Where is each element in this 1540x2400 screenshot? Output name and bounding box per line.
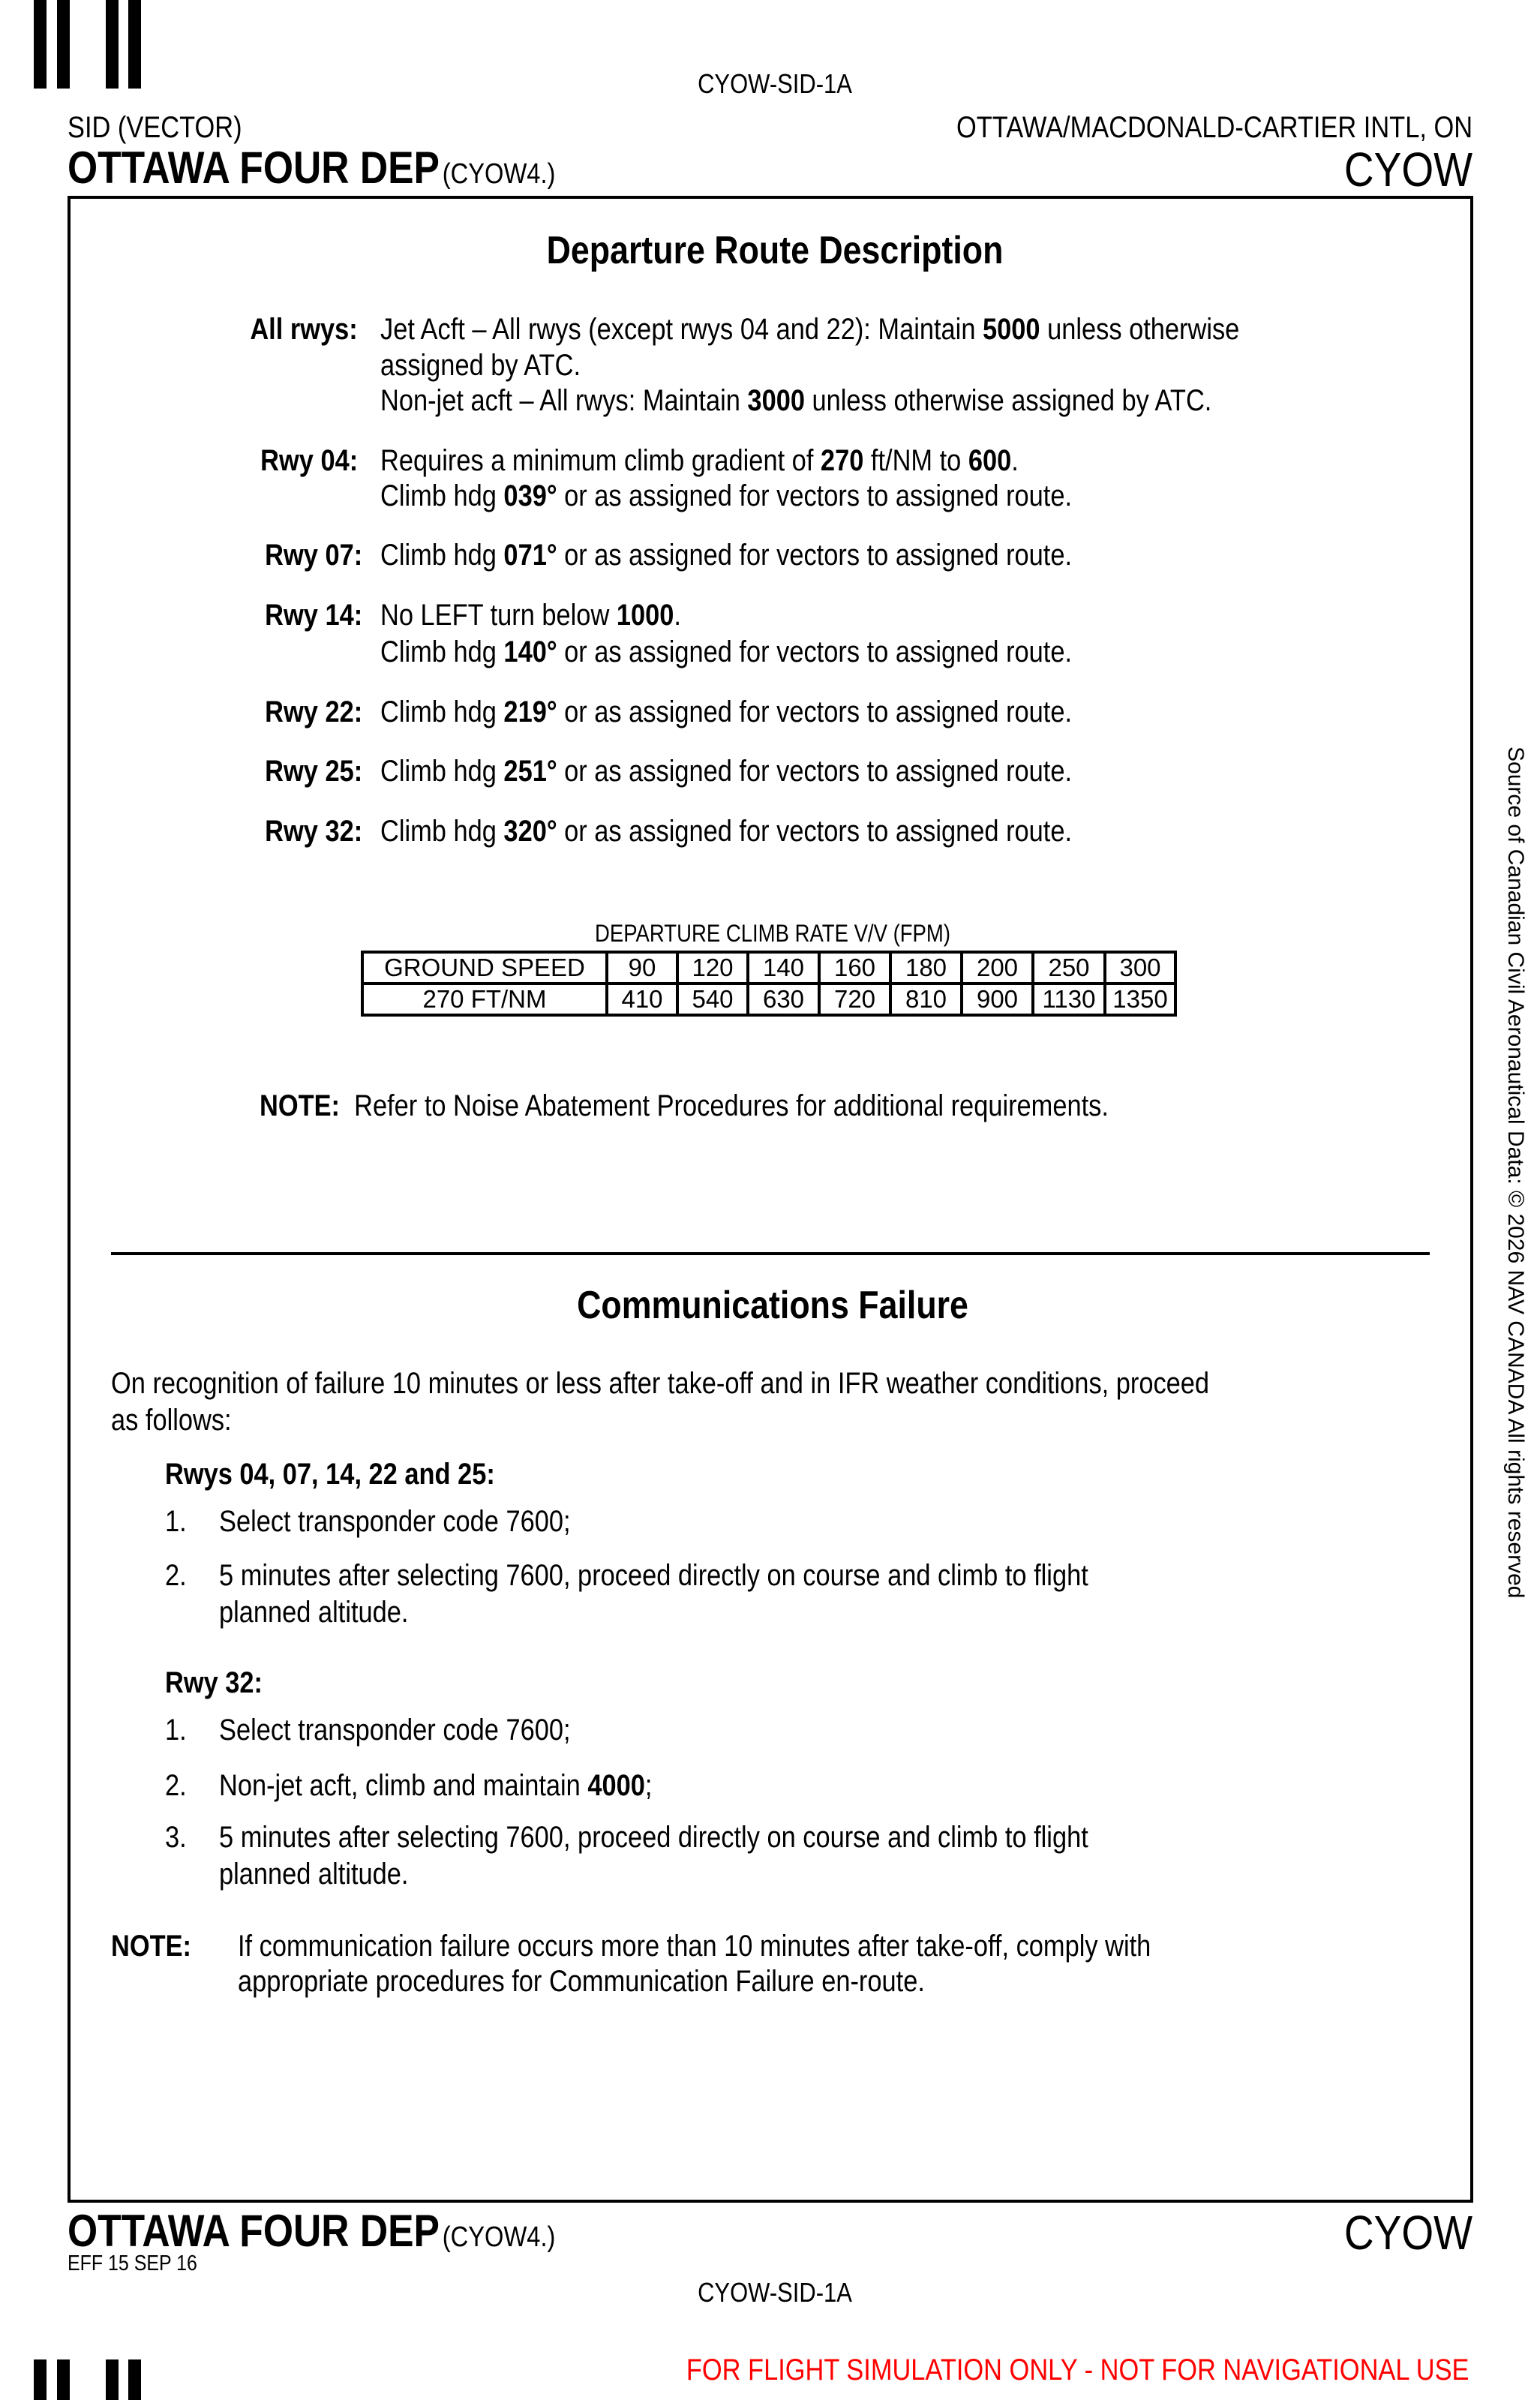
step-text: 5 minutes after selecting 7600, proceed directly on course and climb to flight (219, 1559, 1088, 1592)
rwy-text-line: Requires a minimum climb gradient of 270 ft/NM to 600. (380, 444, 1019, 477)
procedure-code: (CYOW4.) (442, 158, 556, 190)
rwy-text-line: Climb hdg 219° or as assigned for vectors to assigned route. (380, 695, 1073, 728)
airport-ident: CYOW (1343, 143, 1472, 197)
rwy-label-14: Rwy 14: (264, 599, 362, 632)
table-cell: 1130 (1033, 984, 1105, 1015)
table-cell: 200 (962, 952, 1033, 984)
registration-bar (106, 0, 119, 89)
effective-date: EFF 15 SEP 16 (68, 2251, 197, 2275)
step-text: Non-jet acft, climb and maintain 4000; (219, 1769, 653, 1802)
table-header-cell: GROUND SPEED (362, 952, 607, 984)
footer-airport-ident: CYOW (1343, 2206, 1472, 2260)
rwy-label-25: Rwy 25: (264, 755, 362, 788)
chart-id-bottom: CYOW-SID-1A (698, 2277, 852, 2308)
rwy-text-line: Non-jet acft – All rwys: Maintain 3000 unless otherwise assigned by ATC. (380, 384, 1212, 417)
rwy-text-line: No LEFT turn below 1000. (380, 599, 681, 632)
procedure-code: (CYOW4.) (442, 2221, 556, 2253)
rwy-group-label: Rwy 32: (165, 1666, 263, 1699)
rwy-label-22: Rwy 22: (264, 695, 362, 728)
table-header-cell: 270 FT/NM (362, 984, 607, 1015)
rwy-text-line: Climb hdg 071° or as assigned for vectors to assigned route. (380, 539, 1073, 572)
table-cell: 720 (819, 984, 890, 1015)
comm-note-text: appropriate procedures for Communication Failure en-route. (238, 1965, 925, 1998)
registration-bar (34, 0, 47, 89)
step-text: 5 minutes after selecting 7600, proceed directly on course and climb to flight (219, 1821, 1088, 1854)
registration-bar (34, 2359, 47, 2400)
climb-rate-table (361, 951, 1177, 1017)
section-divider (111, 1252, 1430, 1255)
procedure-type: SID (VECTOR) (68, 111, 242, 144)
climb-table-title: DEPARTURE CLIMB RATE V/V (FPM) (594, 920, 951, 947)
table-cell: 900 (962, 984, 1033, 1015)
procedure-name: OTTAWA FOUR DEP (68, 143, 440, 193)
rwy-label-04: Rwy 04: (260, 444, 358, 477)
table-cell: 120 (677, 952, 748, 984)
step-text: planned altitude. (219, 1858, 409, 1891)
rwy-label-32: Rwy 32: (264, 815, 362, 848)
registration-bar (106, 2359, 119, 2400)
table-cell: 410 (607, 984, 677, 1015)
rwy-text-line: Climb hdg 039° or as assigned for vectors to assigned route. (380, 479, 1073, 512)
comm-note-text: If communication failure occurs more than 10 minutes after take-off, comply with (238, 1930, 1151, 1963)
table-cell: 160 (819, 952, 890, 984)
table-cell: 180 (890, 952, 962, 984)
copyright-side-text: Source of Canadian Civil Aeronautical Data: © 2026 NAV CANADA All rights reserved (1503, 746, 1528, 1599)
step-number: 1. (165, 1505, 187, 1538)
step-text: Select transponder code 7600; (219, 1714, 571, 1747)
table-cell: 250 (1033, 952, 1105, 984)
table-cell: 630 (748, 984, 819, 1015)
table-cell: 140 (748, 952, 819, 984)
rwy-text-line: Jet Acft – All rwys (except rwys 04 and 22): Maintain 5000 unless otherwise (380, 313, 1240, 346)
registration-bar (128, 2359, 141, 2400)
departure-section-title: Departure Route Description (546, 229, 1004, 272)
note-label: NOTE: (260, 1089, 341, 1122)
step-number: 2. (165, 1769, 187, 1802)
rwy-text-line: Climb hdg 140° or as assigned for vectors to assigned route. (380, 635, 1073, 668)
table-row (362, 984, 1175, 1015)
comm-failure-title: Communications Failure (577, 1284, 968, 1327)
comm-note-label: NOTE: (111, 1930, 192, 1963)
departure-note (260, 1091, 1109, 1121)
step-text: planned altitude. (219, 1596, 409, 1629)
table-row (362, 952, 1175, 984)
table-cell: 300 (1105, 952, 1175, 984)
registration-bar (57, 0, 70, 89)
rwy-text-line: Climb hdg 251° or as assigned for vectors to assigned route. (380, 755, 1073, 788)
note-text: Refer to Noise Abatement Procedures for additional requirements. (354, 1089, 1109, 1122)
registration-bar (57, 2359, 70, 2400)
airport-name: OTTAWA/MACDONALD-CARTIER INTL, ON (956, 111, 1472, 144)
rwy-label-all: All rwys: (250, 313, 358, 346)
table-cell: 540 (677, 984, 748, 1015)
footer-procedure-title (68, 2206, 556, 2256)
table-cell: 1350 (1105, 984, 1175, 1015)
rwy-label-07: Rwy 07: (264, 539, 362, 572)
chart-id-top: CYOW-SID-1A (698, 68, 852, 99)
table-cell: 810 (890, 984, 962, 1015)
step-text: Select transponder code 7600; (219, 1505, 571, 1538)
rwy-group-label: Rwys 04, 07, 14, 22 and 25: (165, 1458, 495, 1491)
comm-failure-intro: as follows: (111, 1404, 232, 1437)
table-cell: 90 (607, 952, 677, 984)
procedure-title (68, 143, 556, 193)
rwy-text-line: assigned by ATC. (380, 349, 581, 382)
procedure-name: OTTAWA FOUR DEP (68, 2206, 440, 2256)
rwy-text-line: Climb hdg 320° or as assigned for vectors to assigned route. (380, 815, 1073, 848)
step-number: 2. (165, 1559, 187, 1592)
step-number: 1. (165, 1714, 187, 1747)
simulation-disclaimer: FOR FLIGHT SIMULATION ONLY - NOT FOR NAVIGATIONAL USE (686, 2353, 1469, 2386)
comm-failure-intro: On recognition of failure 10 minutes or less after take-off and in IFR weather conditions, proceed (111, 1367, 1210, 1400)
step-number: 3. (165, 1821, 187, 1854)
registration-bar (128, 0, 141, 89)
